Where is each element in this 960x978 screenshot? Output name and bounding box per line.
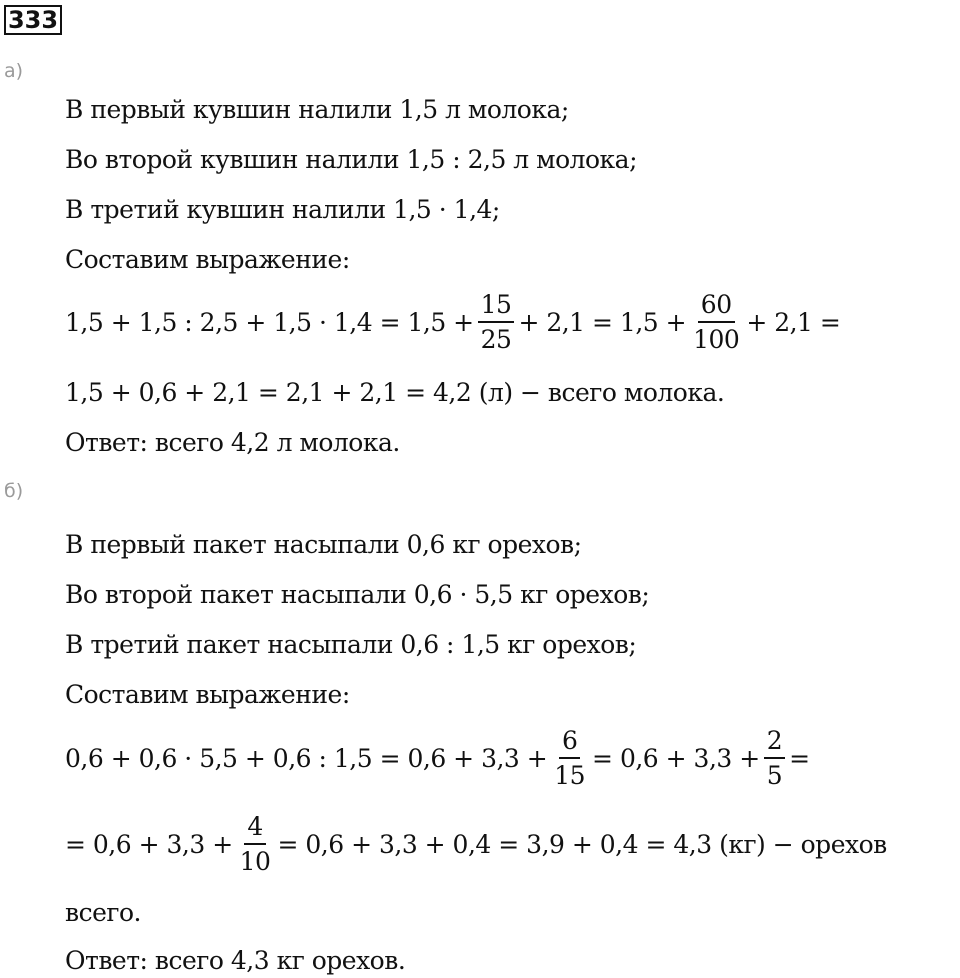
part-b-line-2: Во второй пакет насыпали 0,6 · 5,5 кг орехов; xyxy=(65,580,650,609)
part-a-expression-1 xyxy=(65,290,840,354)
fraction xyxy=(478,290,515,354)
expr-text: = xyxy=(789,743,810,773)
fraction xyxy=(690,290,742,354)
part-b-answer: Ответ: всего 4,3 кг орехов. xyxy=(65,946,406,975)
fraction-numerator: 2 xyxy=(764,726,785,759)
expr-text: + 2,1 = 1,5 + xyxy=(518,307,687,337)
part-a-line-2: Во второй кувшин налили 1,5 : 2,5 л молока; xyxy=(65,145,638,174)
expr-text: = 0,6 + 3,3 + xyxy=(65,829,233,859)
fraction-denominator: 100 xyxy=(693,325,740,354)
fraction-denominator: 15 xyxy=(554,761,586,790)
expr-text: + 2,1 = xyxy=(746,307,841,337)
expr-text: = 0,6 + 3,3 + xyxy=(592,743,760,773)
expr-text: 0,6 + 0,6 · 5,5 + 0,6 : 1,5 = 0,6 + 3,3 + xyxy=(65,743,548,773)
fraction xyxy=(551,726,588,790)
part-a-line-4: Составим выражение: xyxy=(65,245,350,274)
fraction-denominator: 10 xyxy=(239,847,271,876)
fraction-denominator: 25 xyxy=(480,325,512,354)
part-b-label: б) xyxy=(4,480,24,502)
fraction-denominator: 5 xyxy=(766,761,783,790)
part-a-answer: Ответ: всего 4,2 л молока. xyxy=(65,428,400,457)
fraction-numerator: 15 xyxy=(478,290,515,323)
fraction xyxy=(764,726,785,790)
part-b-expression-2-continued: всего. xyxy=(65,898,141,927)
part-a-line-3: В третий кувшин налили 1,5 · 1,4; xyxy=(65,195,500,224)
fraction-numerator: 60 xyxy=(698,290,735,323)
part-b-expression-2 xyxy=(65,812,887,876)
fraction-numerator: 6 xyxy=(559,726,580,759)
expr-text: 1,5 + 1,5 : 2,5 + 1,5 · 1,4 = 1,5 + xyxy=(65,307,474,337)
part-b-line-4: Составим выражение: xyxy=(65,680,350,709)
fraction-numerator: 4 xyxy=(244,812,265,845)
problem-number: 333 xyxy=(4,5,62,35)
part-b-line-1: В первый пакет насыпали 0,6 кг орехов; xyxy=(65,530,582,559)
part-a-line-1: В первый кувшин налили 1,5 л молока; xyxy=(65,95,569,124)
fraction xyxy=(237,812,274,876)
expr-text: = 0,6 + 3,3 + 0,4 = 3,9 + 0,4 = 4,3 (кг) − орехов xyxy=(277,829,887,859)
part-b-line-3: В третий пакет насыпали 0,6 : 1,5 кг орехов; xyxy=(65,630,637,659)
part-a-label: а) xyxy=(4,60,24,82)
part-a-expression-2: 1,5 + 0,6 + 2,1 = 2,1 + 2,1 = 4,2 (л) − всего молока. xyxy=(65,378,725,407)
part-b-expression-1 xyxy=(65,726,810,790)
